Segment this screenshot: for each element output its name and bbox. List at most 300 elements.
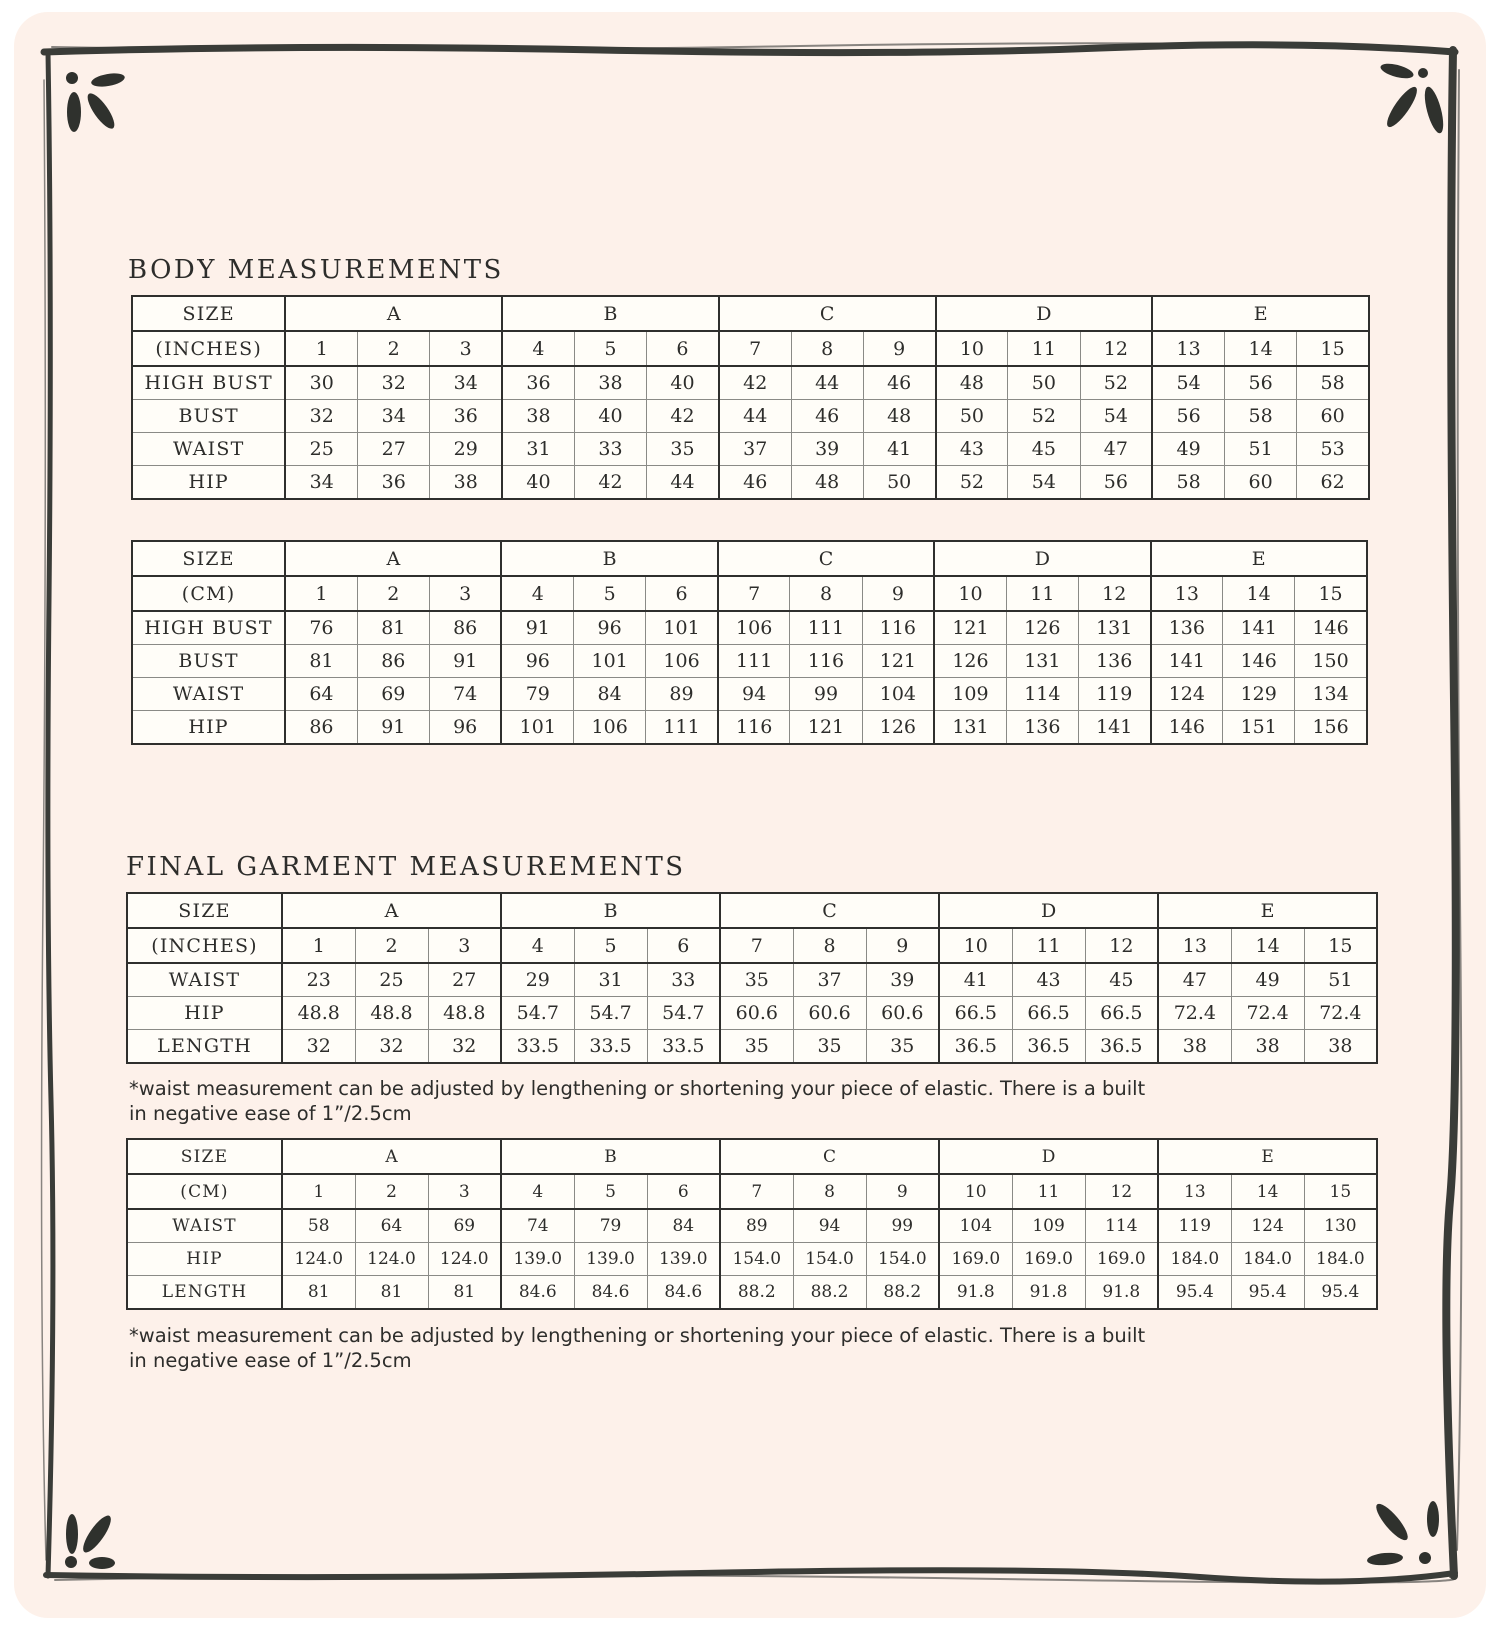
measurement-value-cell: 38 bbox=[1231, 1030, 1304, 1064]
measurement-value-cell: 89 bbox=[646, 678, 718, 711]
table-row bbox=[127, 997, 1377, 1030]
size-number-cell: 7 bbox=[720, 928, 793, 963]
measurement-value-cell: 136 bbox=[1078, 645, 1150, 678]
measurement-value-cell: 44 bbox=[647, 466, 719, 500]
measurement-value-cell: 88.2 bbox=[866, 1276, 939, 1310]
size-number-cell: 13 bbox=[1152, 331, 1224, 366]
size-number-cell: 2 bbox=[355, 1174, 428, 1209]
measurement-value-cell: 33.5 bbox=[574, 1030, 647, 1064]
measurement-value-cell: 84.6 bbox=[501, 1276, 574, 1310]
measurement-value-cell: 60 bbox=[1225, 466, 1297, 500]
measurement-value-cell: 35 bbox=[647, 433, 719, 466]
measurement-value-cell: 32 bbox=[358, 366, 430, 400]
measurement-value-cell: 35 bbox=[720, 1030, 793, 1064]
measurement-value-cell: 99 bbox=[790, 678, 862, 711]
measurement-value-cell: 126 bbox=[1006, 611, 1078, 645]
measurement-value-cell: 101 bbox=[646, 611, 718, 645]
measurement-value-cell: 32 bbox=[428, 1030, 501, 1064]
size-number-cell: 10 bbox=[936, 331, 1008, 366]
measurement-value-cell: 146 bbox=[1223, 645, 1295, 678]
measurement-value-cell: 94 bbox=[793, 1209, 866, 1243]
body-measurements-cm-table bbox=[131, 540, 1368, 745]
measurement-value-cell: 66.5 bbox=[939, 997, 1012, 1030]
size-number-row bbox=[132, 576, 1367, 611]
measurement-value-cell: 121 bbox=[790, 711, 862, 745]
measurement-value-cell: 46 bbox=[791, 400, 863, 433]
measurement-value-cell: 23 bbox=[282, 963, 355, 997]
measurement-label-cell: WAIST bbox=[127, 963, 282, 997]
measurement-value-cell: 53 bbox=[1297, 433, 1369, 466]
measurement-value-cell: 48 bbox=[936, 366, 1008, 400]
measurement-value-cell: 36.5 bbox=[1012, 1030, 1085, 1064]
size-number-cell: 2 bbox=[355, 928, 428, 963]
size-number-cell: 3 bbox=[429, 576, 501, 611]
garment-measurements-inches-table bbox=[126, 892, 1378, 1064]
size-number-cell: 15 bbox=[1304, 928, 1377, 963]
unit-label-cell: (CM) bbox=[127, 1174, 282, 1209]
measurement-value-cell: 60.6 bbox=[720, 997, 793, 1030]
measurement-value-cell: 48.8 bbox=[428, 997, 501, 1030]
measurement-value-cell: 54 bbox=[1008, 466, 1080, 500]
measurement-value-cell: 32 bbox=[282, 1030, 355, 1064]
measurement-value-cell: 74 bbox=[429, 678, 501, 711]
measurement-value-cell: 56 bbox=[1080, 466, 1152, 500]
size-number-cell: 3 bbox=[428, 1174, 501, 1209]
measurement-value-cell: 39 bbox=[791, 433, 863, 466]
measurement-label-cell: HIP bbox=[127, 997, 282, 1030]
table-row bbox=[127, 963, 1377, 997]
size-number-cell: 14 bbox=[1231, 928, 1304, 963]
garment-measurements-cm-table bbox=[126, 1138, 1378, 1310]
measurement-value-cell: 38 bbox=[502, 400, 574, 433]
garment-inches-note: *waist measurement can be adjusted by lengthening or shortening your piece of elastic. There is a built in negative ease of 1”/2.5cm bbox=[129, 1077, 1146, 1125]
measurement-value-cell: 81 bbox=[282, 1276, 355, 1310]
measurement-value-cell: 69 bbox=[357, 678, 429, 711]
measurement-value-cell: 126 bbox=[934, 645, 1006, 678]
size-group-header-b: B bbox=[501, 1139, 720, 1174]
measurement-value-cell: 81 bbox=[357, 611, 429, 645]
size-number-cell: 2 bbox=[357, 576, 429, 611]
size-group-header-b: B bbox=[501, 893, 720, 928]
table-row bbox=[132, 678, 1367, 711]
measurement-value-cell: 37 bbox=[793, 963, 866, 997]
measurement-value-cell: 106 bbox=[574, 711, 646, 745]
body-measurements-inches-table bbox=[131, 295, 1370, 500]
measurement-value-cell: 58 bbox=[1152, 466, 1224, 500]
size-number-cell: 7 bbox=[720, 1174, 793, 1209]
measurement-value-cell: 184.0 bbox=[1231, 1243, 1304, 1276]
size-number-cell: 14 bbox=[1231, 1174, 1304, 1209]
measurement-label-cell: LENGTH bbox=[127, 1030, 282, 1064]
measurement-label-cell: HIP bbox=[132, 711, 285, 745]
size-number-cell: 6 bbox=[647, 1174, 720, 1209]
measurement-value-cell: 86 bbox=[429, 611, 501, 645]
measurement-value-cell: 36 bbox=[502, 366, 574, 400]
size-number-cell: 8 bbox=[790, 576, 862, 611]
measurement-value-cell: 111 bbox=[646, 711, 718, 745]
size-number-row bbox=[127, 1174, 1377, 1209]
size-number-cell: 11 bbox=[1006, 576, 1078, 611]
measurement-value-cell: 27 bbox=[358, 433, 430, 466]
size-group-row bbox=[127, 1139, 1377, 1174]
table-row bbox=[132, 400, 1369, 433]
size-number-cell: 9 bbox=[866, 1174, 939, 1209]
measurement-value-cell: 136 bbox=[1151, 611, 1223, 645]
size-number-cell: 2 bbox=[358, 331, 430, 366]
measurement-value-cell: 114 bbox=[1006, 678, 1078, 711]
table-row bbox=[127, 1276, 1377, 1310]
measurement-value-cell: 51 bbox=[1304, 963, 1377, 997]
measurement-label-cell: WAIST bbox=[132, 433, 285, 466]
measurement-value-cell: 69 bbox=[428, 1209, 501, 1243]
size-group-header-c: C bbox=[719, 296, 936, 331]
measurement-value-cell: 91 bbox=[501, 611, 573, 645]
size-number-row bbox=[132, 331, 1369, 366]
measurement-value-cell: 60.6 bbox=[866, 997, 939, 1030]
measurement-value-cell: 35 bbox=[793, 1030, 866, 1064]
measurement-value-cell: 131 bbox=[934, 711, 1006, 745]
measurement-value-cell: 156 bbox=[1295, 711, 1367, 745]
measurement-value-cell: 58 bbox=[282, 1209, 355, 1243]
size-group-header-c: C bbox=[718, 541, 934, 576]
measurement-value-cell: 126 bbox=[862, 711, 934, 745]
size-number-cell: 10 bbox=[939, 1174, 1012, 1209]
measurement-value-cell: 31 bbox=[502, 433, 574, 466]
measurement-value-cell: 52 bbox=[936, 466, 1008, 500]
measurement-value-cell: 114 bbox=[1085, 1209, 1158, 1243]
size-number-cell: 1 bbox=[282, 928, 355, 963]
measurement-value-cell: 33 bbox=[647, 963, 720, 997]
measurement-value-cell: 42 bbox=[719, 366, 791, 400]
measurement-value-cell: 48.8 bbox=[355, 997, 428, 1030]
measurement-value-cell: 95.4 bbox=[1231, 1276, 1304, 1310]
size-number-cell: 5 bbox=[574, 331, 646, 366]
size-group-header-e: E bbox=[1158, 1139, 1377, 1174]
measurement-value-cell: 121 bbox=[934, 611, 1006, 645]
measurement-value-cell: 95.4 bbox=[1304, 1276, 1377, 1310]
measurement-value-cell: 38 bbox=[1304, 1030, 1377, 1064]
measurement-value-cell: 36 bbox=[358, 466, 430, 500]
measurement-value-cell: 84.6 bbox=[647, 1276, 720, 1310]
size-number-cell: 15 bbox=[1297, 331, 1369, 366]
measurement-value-cell: 46 bbox=[863, 366, 935, 400]
measurement-value-cell: 119 bbox=[1158, 1209, 1231, 1243]
size-number-cell: 11 bbox=[1012, 928, 1085, 963]
measurement-value-cell: 44 bbox=[719, 400, 791, 433]
size-group-header-e: E bbox=[1152, 296, 1369, 331]
measurement-value-cell: 116 bbox=[862, 611, 934, 645]
size-number-cell: 6 bbox=[647, 331, 719, 366]
measurement-value-cell: 81 bbox=[285, 645, 357, 678]
measurement-value-cell: 134 bbox=[1295, 678, 1367, 711]
measurement-value-cell: 27 bbox=[428, 963, 501, 997]
measurement-value-cell: 32 bbox=[285, 400, 357, 433]
measurement-value-cell: 119 bbox=[1078, 678, 1150, 711]
size-number-cell: 5 bbox=[574, 928, 647, 963]
table-row bbox=[127, 1030, 1377, 1064]
measurement-value-cell: 84.6 bbox=[574, 1276, 647, 1310]
size-group-header-c: C bbox=[720, 1139, 939, 1174]
size-number-cell: 14 bbox=[1223, 576, 1295, 611]
measurement-value-cell: 124.0 bbox=[282, 1243, 355, 1276]
measurement-value-cell: 50 bbox=[936, 400, 1008, 433]
measurement-value-cell: 131 bbox=[1078, 611, 1150, 645]
garment-cm-note: *waist measurement can be adjusted by lengthening or shortening your piece of elastic. There is a built in negative ease of 1”/2.5cm bbox=[129, 1324, 1146, 1372]
size-number-cell: 6 bbox=[646, 576, 718, 611]
measurement-value-cell: 45 bbox=[1008, 433, 1080, 466]
measurement-value-cell: 42 bbox=[647, 400, 719, 433]
measurement-value-cell: 106 bbox=[646, 645, 718, 678]
measurement-value-cell: 139.0 bbox=[647, 1243, 720, 1276]
measurement-value-cell: 38 bbox=[430, 466, 502, 500]
measurement-value-cell: 116 bbox=[790, 645, 862, 678]
size-label-cell: SIZE bbox=[132, 296, 285, 331]
measurement-value-cell: 32 bbox=[355, 1030, 428, 1064]
size-group-header-d: D bbox=[936, 296, 1153, 331]
measurement-value-cell: 96 bbox=[574, 611, 646, 645]
measurement-value-cell: 129 bbox=[1223, 678, 1295, 711]
measurement-value-cell: 184.0 bbox=[1158, 1243, 1231, 1276]
measurement-value-cell: 109 bbox=[1012, 1209, 1085, 1243]
measurement-value-cell: 81 bbox=[355, 1276, 428, 1310]
measurement-value-cell: 88.2 bbox=[793, 1276, 866, 1310]
measurement-label-cell: HIGH BUST bbox=[132, 611, 285, 645]
measurement-value-cell: 86 bbox=[285, 711, 357, 745]
body-measurements-title: BODY MEASUREMENTS bbox=[128, 255, 504, 285]
measurement-value-cell: 54 bbox=[1152, 366, 1224, 400]
measurement-value-cell: 91 bbox=[429, 645, 501, 678]
measurement-value-cell: 41 bbox=[939, 963, 1012, 997]
table-row bbox=[132, 611, 1367, 645]
size-group-row bbox=[132, 541, 1367, 576]
measurement-value-cell: 31 bbox=[574, 963, 647, 997]
measurement-value-cell: 54.7 bbox=[574, 997, 647, 1030]
measurement-value-cell: 146 bbox=[1295, 611, 1367, 645]
measurement-value-cell: 66.5 bbox=[1012, 997, 1085, 1030]
measurement-value-cell: 151 bbox=[1223, 711, 1295, 745]
measurement-value-cell: 54.7 bbox=[647, 997, 720, 1030]
measurement-value-cell: 43 bbox=[1012, 963, 1085, 997]
measurement-value-cell: 40 bbox=[574, 400, 646, 433]
size-number-cell: 13 bbox=[1151, 576, 1223, 611]
measurement-value-cell: 35 bbox=[866, 1030, 939, 1064]
measurement-value-cell: 169.0 bbox=[1085, 1243, 1158, 1276]
measurement-label-cell: WAIST bbox=[132, 678, 285, 711]
measurement-value-cell: 36.5 bbox=[1085, 1030, 1158, 1064]
size-number-cell: 3 bbox=[430, 331, 502, 366]
measurement-value-cell: 72.4 bbox=[1231, 997, 1304, 1030]
size-number-cell: 4 bbox=[501, 576, 573, 611]
measurement-value-cell: 154.0 bbox=[793, 1243, 866, 1276]
size-number-cell: 11 bbox=[1008, 331, 1080, 366]
measurement-label-cell: WAIST bbox=[127, 1209, 282, 1243]
measurement-value-cell: 52 bbox=[1008, 400, 1080, 433]
measurement-value-cell: 116 bbox=[718, 711, 790, 745]
measurement-value-cell: 60 bbox=[1297, 400, 1369, 433]
measurement-value-cell: 91.8 bbox=[1085, 1276, 1158, 1310]
measurement-value-cell: 29 bbox=[430, 433, 502, 466]
measurement-value-cell: 150 bbox=[1295, 645, 1367, 678]
size-number-cell: 13 bbox=[1158, 1174, 1231, 1209]
unit-label-cell: (INCHES) bbox=[127, 928, 282, 963]
size-group-header-e: E bbox=[1151, 541, 1367, 576]
size-number-cell: 14 bbox=[1225, 331, 1297, 366]
measurement-value-cell: 40 bbox=[647, 366, 719, 400]
measurement-value-cell: 36.5 bbox=[939, 1030, 1012, 1064]
size-number-cell: 3 bbox=[428, 928, 501, 963]
measurement-value-cell: 56 bbox=[1152, 400, 1224, 433]
size-number-cell: 10 bbox=[934, 576, 1006, 611]
measurement-value-cell: 96 bbox=[429, 711, 501, 745]
measurement-value-cell: 49 bbox=[1231, 963, 1304, 997]
measurement-value-cell: 30 bbox=[285, 366, 357, 400]
measurement-value-cell: 62 bbox=[1297, 466, 1369, 500]
measurement-value-cell: 47 bbox=[1158, 963, 1231, 997]
table-row bbox=[132, 366, 1369, 400]
measurement-value-cell: 96 bbox=[501, 645, 573, 678]
page-card bbox=[14, 12, 1486, 1618]
measurement-value-cell: 38 bbox=[574, 366, 646, 400]
size-number-cell: 12 bbox=[1085, 1174, 1158, 1209]
size-number-cell: 15 bbox=[1295, 576, 1367, 611]
size-number-cell: 1 bbox=[285, 576, 357, 611]
measurement-value-cell: 184.0 bbox=[1304, 1243, 1377, 1276]
measurement-value-cell: 45 bbox=[1085, 963, 1158, 997]
measurement-value-cell: 25 bbox=[355, 963, 428, 997]
measurement-value-cell: 154.0 bbox=[720, 1243, 793, 1276]
measurement-label-cell: BUST bbox=[132, 400, 285, 433]
measurement-value-cell: 169.0 bbox=[939, 1243, 1012, 1276]
measurement-value-cell: 136 bbox=[1006, 711, 1078, 745]
measurement-label-cell: HIP bbox=[132, 466, 285, 500]
measurement-value-cell: 154.0 bbox=[866, 1243, 939, 1276]
measurement-value-cell: 101 bbox=[574, 645, 646, 678]
table-row bbox=[127, 1243, 1377, 1276]
measurement-value-cell: 72.4 bbox=[1158, 997, 1231, 1030]
table-row bbox=[132, 711, 1367, 745]
measurement-value-cell: 101 bbox=[501, 711, 573, 745]
measurement-value-cell: 111 bbox=[718, 645, 790, 678]
measurement-value-cell: 81 bbox=[428, 1276, 501, 1310]
size-number-row bbox=[127, 928, 1377, 963]
measurement-value-cell: 139.0 bbox=[574, 1243, 647, 1276]
measurement-value-cell: 124 bbox=[1231, 1209, 1304, 1243]
measurement-value-cell: 72.4 bbox=[1304, 997, 1377, 1030]
size-group-header-b: B bbox=[502, 296, 719, 331]
size-number-cell: 12 bbox=[1085, 928, 1158, 963]
measurement-value-cell: 43 bbox=[936, 433, 1008, 466]
size-group-header-c: C bbox=[720, 893, 939, 928]
measurement-value-cell: 48 bbox=[791, 466, 863, 500]
measurement-value-cell: 52 bbox=[1080, 366, 1152, 400]
measurement-value-cell: 37 bbox=[719, 433, 791, 466]
size-number-cell: 4 bbox=[502, 331, 574, 366]
size-number-cell: 11 bbox=[1012, 1174, 1085, 1209]
measurement-value-cell: 54 bbox=[1080, 400, 1152, 433]
size-label-cell: SIZE bbox=[132, 541, 285, 576]
size-group-header-a: A bbox=[282, 1139, 501, 1174]
measurement-label-cell: HIGH BUST bbox=[132, 366, 285, 400]
measurement-label-cell: HIP bbox=[127, 1243, 282, 1276]
measurement-value-cell: 29 bbox=[501, 963, 574, 997]
measurement-value-cell: 34 bbox=[430, 366, 502, 400]
measurement-value-cell: 121 bbox=[862, 645, 934, 678]
size-number-cell: 5 bbox=[574, 576, 646, 611]
size-number-cell: 1 bbox=[282, 1174, 355, 1209]
size-label-cell: SIZE bbox=[127, 893, 282, 928]
measurement-value-cell: 34 bbox=[285, 466, 357, 500]
size-number-cell: 9 bbox=[863, 331, 935, 366]
measurement-value-cell: 91.8 bbox=[1012, 1276, 1085, 1310]
size-label-cell: SIZE bbox=[127, 1139, 282, 1174]
measurement-value-cell: 109 bbox=[934, 678, 1006, 711]
measurement-value-cell: 58 bbox=[1297, 366, 1369, 400]
measurement-value-cell: 94 bbox=[718, 678, 790, 711]
measurement-value-cell: 60.6 bbox=[793, 997, 866, 1030]
measurement-value-cell: 131 bbox=[1006, 645, 1078, 678]
measurement-value-cell: 79 bbox=[501, 678, 573, 711]
size-group-header-b: B bbox=[501, 541, 717, 576]
garment-measurements-title: FINAL GARMENT MEASUREMENTS bbox=[126, 852, 686, 882]
size-number-cell: 4 bbox=[501, 928, 574, 963]
size-number-cell: 5 bbox=[574, 1174, 647, 1209]
measurement-value-cell: 33 bbox=[574, 433, 646, 466]
size-group-header-a: A bbox=[285, 541, 501, 576]
measurement-value-cell: 74 bbox=[501, 1209, 574, 1243]
measurement-value-cell: 44 bbox=[791, 366, 863, 400]
measurement-value-cell: 25 bbox=[285, 433, 357, 466]
size-number-cell: 8 bbox=[793, 1174, 866, 1209]
measurement-value-cell: 64 bbox=[285, 678, 357, 711]
measurement-value-cell: 111 bbox=[790, 611, 862, 645]
table-row bbox=[132, 433, 1369, 466]
measurement-value-cell: 139.0 bbox=[501, 1243, 574, 1276]
measurement-value-cell: 106 bbox=[718, 611, 790, 645]
measurement-value-cell: 40 bbox=[502, 466, 574, 500]
measurement-value-cell: 33.5 bbox=[647, 1030, 720, 1064]
size-number-cell: 13 bbox=[1158, 928, 1231, 963]
measurement-value-cell: 36 bbox=[430, 400, 502, 433]
size-group-header-d: D bbox=[939, 893, 1158, 928]
measurement-value-cell: 54.7 bbox=[501, 997, 574, 1030]
measurement-value-cell: 50 bbox=[1008, 366, 1080, 400]
measurement-value-cell: 48 bbox=[863, 400, 935, 433]
size-number-cell: 7 bbox=[718, 576, 790, 611]
measurement-value-cell: 104 bbox=[862, 678, 934, 711]
unit-label-cell: (CM) bbox=[132, 576, 285, 611]
measurement-value-cell: 56 bbox=[1225, 366, 1297, 400]
measurement-value-cell: 91.8 bbox=[939, 1276, 1012, 1310]
size-number-cell: 1 bbox=[285, 331, 357, 366]
size-group-header-e: E bbox=[1158, 893, 1377, 928]
measurement-value-cell: 130 bbox=[1304, 1209, 1377, 1243]
size-group-row bbox=[127, 893, 1377, 928]
size-number-cell: 12 bbox=[1080, 331, 1152, 366]
size-number-cell: 6 bbox=[647, 928, 720, 963]
measurement-value-cell: 91 bbox=[357, 711, 429, 745]
measurement-value-cell: 46 bbox=[719, 466, 791, 500]
measurement-value-cell: 51 bbox=[1225, 433, 1297, 466]
measurement-value-cell: 141 bbox=[1078, 711, 1150, 745]
size-number-cell: 9 bbox=[862, 576, 934, 611]
size-number-cell: 4 bbox=[501, 1174, 574, 1209]
size-number-cell: 7 bbox=[719, 331, 791, 366]
measurement-value-cell: 104 bbox=[939, 1209, 1012, 1243]
measurement-value-cell: 35 bbox=[720, 963, 793, 997]
measurement-label-cell: BUST bbox=[132, 645, 285, 678]
measurement-value-cell: 79 bbox=[574, 1209, 647, 1243]
size-group-header-a: A bbox=[282, 893, 501, 928]
